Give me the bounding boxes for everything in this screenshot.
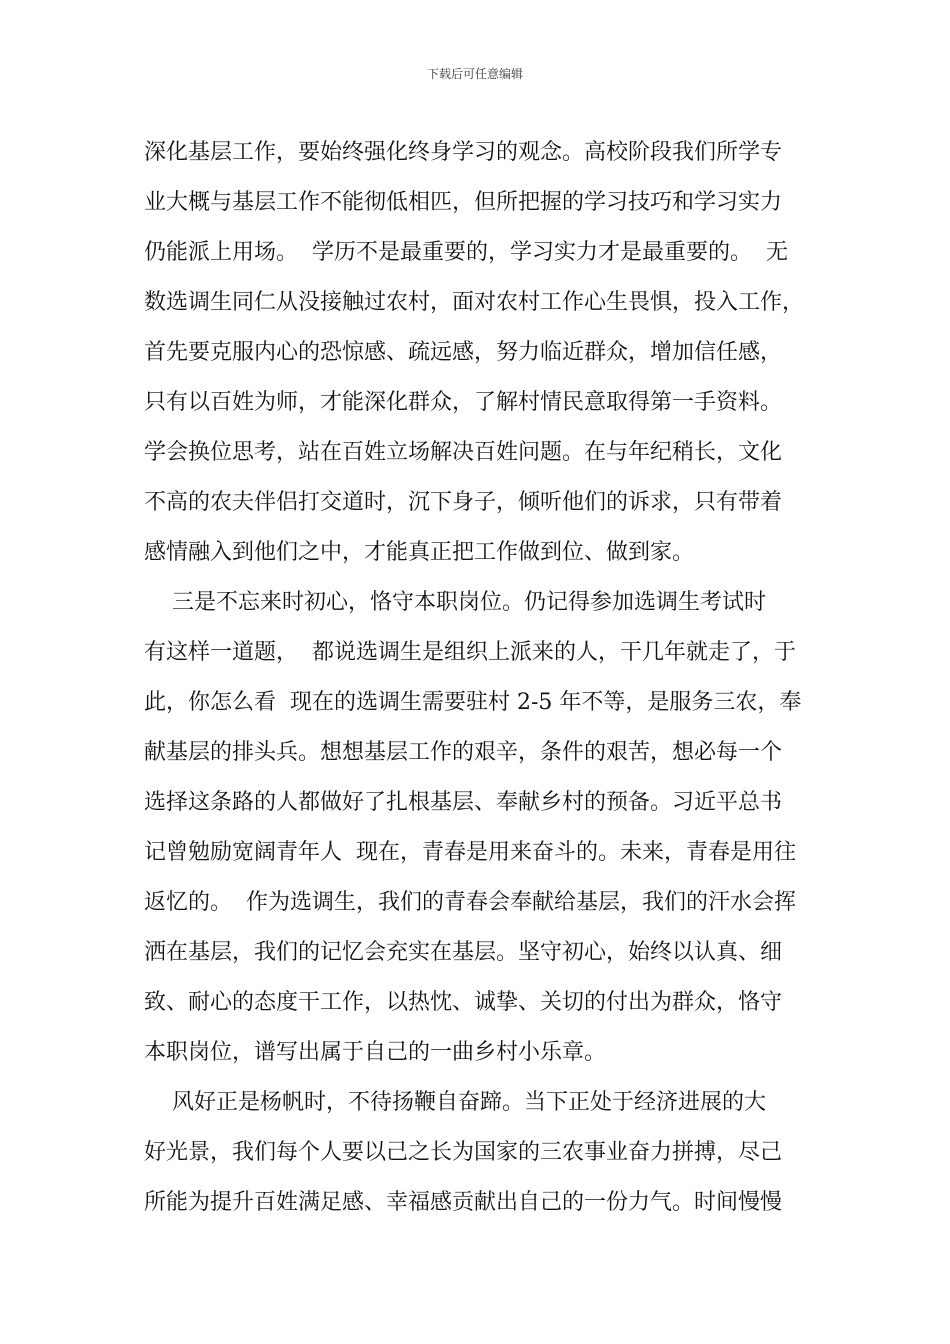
text-line: 仍能派上用场。 学历不是最重要的，学习实力才是最重要的。 无	[144, 240, 788, 265]
text-line: 记曾勉励宽阔青年人 现在，青春是用来奋斗的。未来，青春是用往	[144, 840, 796, 865]
text-line: 此，你怎么看 现在的选调生需要驻村 2-5 年不等，是服务三农，奉	[144, 690, 802, 715]
text-line: 数选调生同仁从没接触过农村，面对农村工作心生畏惧，投入工作，	[144, 290, 805, 315]
text-line: 首先要克服内心的恐惊感、疏远感，努力临近群众，增加信任感，	[144, 340, 783, 365]
text-line: 所能为提升百姓满足感、幸福感贡献出自己的一份力气。时间慢慢	[144, 1190, 783, 1215]
text-line: 返忆的。 作为选调生，我们的青春会奉献给基层，我们的汗水会挥	[144, 890, 796, 915]
text-line: 有这样一道题， 都说选调生是组织上派来的人，干几年就走了，于	[144, 640, 796, 665]
text-line: 选择这条路的人都做好了扎根基层、奉献乡村的预备。习近平总书	[144, 790, 783, 815]
text-line: 不高的农夫伴侣打交道时，沉下身子，倾听他们的诉求，只有带着	[144, 490, 783, 515]
text-line: 风好正是杨帆时，不待扬鞭自奋蹄。当下正处于经济进展的大	[144, 1090, 766, 1115]
text-line: 本职岗位，谱写出属于自己的一曲乡村小乐章。	[144, 1040, 607, 1065]
text-line: 学会换位思考，站在百姓立场解决百姓问题。在与年纪稍长，文化	[144, 440, 783, 465]
text-line: 洒在基层，我们的记忆会充实在基层。坚守初心，始终以认真、细	[144, 940, 783, 965]
text-line: 感情融入到他们之中，才能真正把工作做到位、做到家。	[144, 540, 695, 565]
text-line: 业大概与基层工作不能彻低相匹，但所把握的学习技巧和学习实力	[144, 190, 783, 215]
document-body	[144, 128, 824, 1228]
page-header: 下载后可任意编辑	[426, 67, 523, 81]
text-line: 三是不忘来时初心，恪守本职岗位。仍记得参加选调生考试时	[144, 590, 766, 615]
text-line: 深化基层工作，要始终强化终身学习的观念。高校阶段我们所学专	[144, 140, 783, 165]
text-line: 只有以百姓为师，才能深化群众，了解村情民意取得第一手资料。	[144, 390, 783, 415]
text-line: 献基层的排头兵。想想基层工作的艰辛，条件的艰苦，想必每一个	[144, 740, 783, 765]
text-line: 致、耐心的态度干工作，以热忱、诚挚、关切的付出为群众，恪守	[144, 990, 783, 1015]
text-line: 好光景，我们每个人要以己之长为国家的三农事业奋力拼搏，尽己	[144, 1140, 783, 1165]
